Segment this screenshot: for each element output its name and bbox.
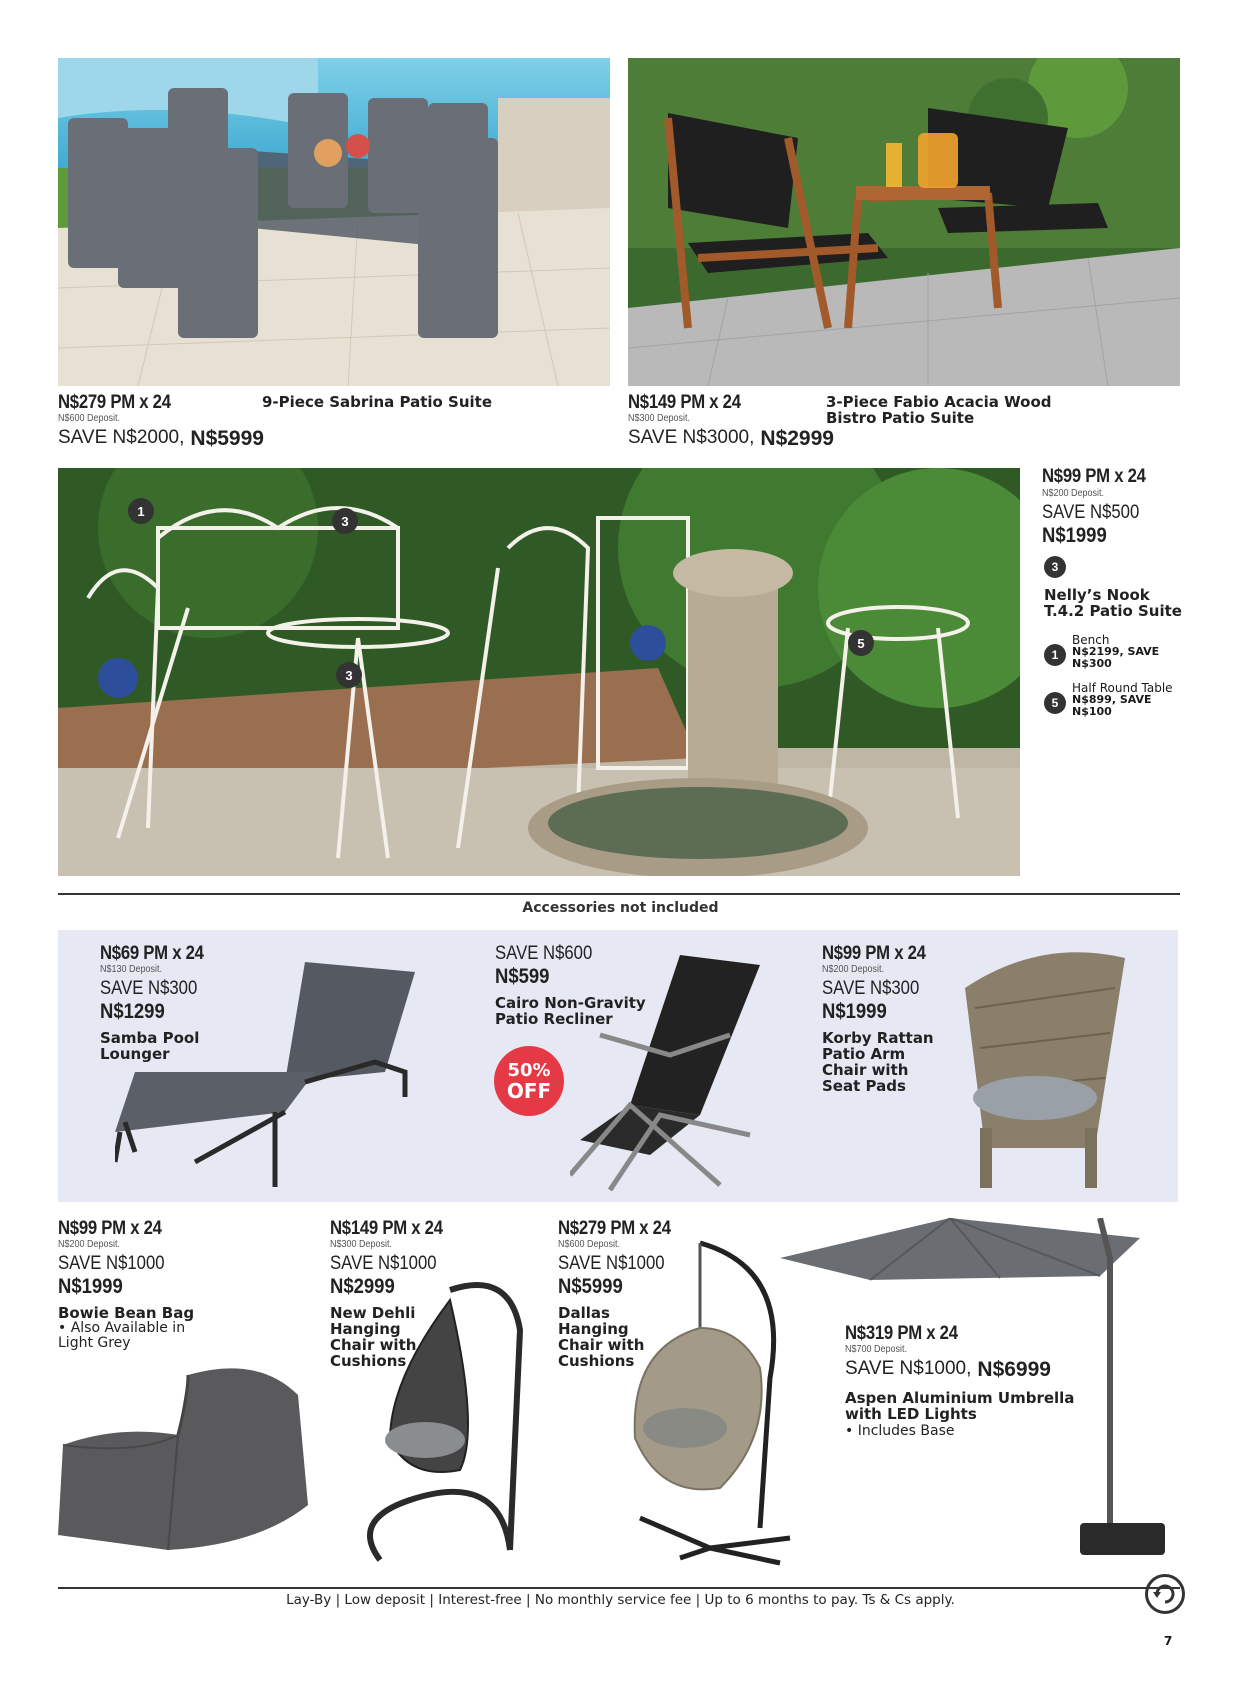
sabrina-save: SAVE N$2000, — [58, 427, 185, 448]
samba-name: Samba Pool Lounger — [100, 1029, 200, 1063]
brand-logo-icon — [1145, 1574, 1185, 1614]
nelly-deposit: N$200 Deposit. — [1042, 488, 1105, 499]
delhi-save: SAVE N$1000 — [330, 1253, 437, 1274]
photo-marker-1: 1 — [128, 498, 154, 524]
dallas-monthly-price: N$279 PM x 24 — [558, 1218, 671, 1239]
fabio-save: SAVE N$3000, — [628, 427, 755, 448]
bowie-bullet: • Also Available in Light Grey — [58, 1320, 186, 1351]
samba-price: N$1299 — [100, 1000, 165, 1023]
bowie-save: SAVE N$1000 — [58, 1253, 165, 1274]
page-number: 7 — [1164, 1634, 1173, 1648]
divider-bottom — [58, 1587, 1180, 1589]
divider-top — [58, 893, 1180, 895]
bowie-deposit: N$200 Deposit. — [58, 1239, 121, 1250]
bench-label: Bench — [1072, 633, 1110, 647]
delhi-price: N$2999 — [330, 1275, 395, 1298]
fabio-monthly-price: N$149 PM x 24 — [628, 392, 741, 413]
delhi-chair-image — [350, 1270, 540, 1565]
bowie-name: Bowie Bean Bag — [58, 1304, 195, 1322]
fabio-save-line — [628, 427, 834, 451]
sabrina-deposit: N$600 Deposit. — [58, 413, 121, 424]
dallas-chair-image — [620, 1238, 800, 1568]
badge-off: OFF — [506, 1079, 552, 1103]
aspen-save: SAVE N$1000, — [845, 1358, 972, 1379]
cairo-save: SAVE N$600 — [495, 943, 593, 964]
photo-marker-3b: 3 — [336, 662, 362, 688]
aspen-bullet: • Includes Base — [845, 1423, 955, 1439]
dallas-name: Dallas Hanging Chair with Cushions — [558, 1304, 645, 1370]
half-round-table-detail: N$899, SAVE N$100 — [1072, 693, 1152, 718]
aspen-save-line — [845, 1358, 1051, 1382]
bowie-monthly-price: N$99 PM x 24 — [58, 1218, 162, 1239]
sabrina-name: 9-Piece Sabrina Patio Suite — [262, 393, 493, 411]
delhi-name: New Dehli Hanging Chair with Cushions — [330, 1304, 417, 1370]
nelly-save: SAVE N$500 — [1042, 502, 1140, 523]
fabio-price: N$2999 — [760, 427, 834, 450]
samba-save: SAVE N$300 — [100, 978, 198, 999]
bowie-beanbag-image — [58, 1355, 308, 1555]
photo-marker-5: 5 — [848, 630, 874, 656]
nelly-photo — [58, 468, 1020, 876]
korby-chair-image — [945, 948, 1135, 1193]
samba-monthly-price: N$69 PM x 24 — [100, 943, 204, 964]
aspen-name: Aspen Aluminium Umbrella with LED Lights — [845, 1389, 1075, 1423]
bench-detail: N$2199, SAVE N$300 — [1072, 645, 1160, 670]
nelly-price: N$1999 — [1042, 524, 1107, 547]
fabio-photo — [628, 58, 1180, 386]
nelly-name: Nelly’s Nook T.4.2 Patio Suite — [1044, 586, 1182, 620]
korby-name: Korby Rattan Patio Arm Chair with Seat Pads — [822, 1029, 934, 1095]
samba-lounger-image — [115, 962, 425, 1197]
korby-monthly-price: N$99 PM x 24 — [822, 943, 926, 964]
delhi-monthly-price: N$149 PM x 24 — [330, 1218, 443, 1239]
cairo-price: N$599 — [495, 965, 550, 988]
samba-deposit: N$130 Deposit. — [100, 964, 163, 975]
bench-marker: 1 — [1044, 644, 1066, 666]
nelly-marker: 3 — [1044, 556, 1066, 578]
half-round-table-marker: 5 — [1044, 692, 1066, 714]
korby-price: N$1999 — [822, 1000, 887, 1023]
discount-badge — [494, 1046, 564, 1116]
aspen-price: N$6999 — [977, 1358, 1051, 1381]
korby-save: SAVE N$300 — [822, 978, 920, 999]
sabrina-price: N$5999 — [190, 427, 264, 450]
fabio-name: 3-Piece Fabio Acacia Wood Bistro Patio Suite — [826, 393, 1052, 427]
korby-deposit: N$200 Deposit. — [822, 964, 885, 975]
aspen-deposit: N$700 Deposit. — [845, 1344, 908, 1355]
dallas-price: N$5999 — [558, 1275, 623, 1298]
badge-percent: 50% — [507, 1060, 551, 1081]
aspen-monthly-price: N$319 PM x 24 — [845, 1323, 958, 1344]
fabio-deposit: N$300 Deposit. — [628, 413, 691, 424]
sabrina-monthly-price: N$279 PM x 24 — [58, 392, 171, 413]
nelly-monthly-price: N$99 PM x 24 — [1042, 466, 1146, 487]
sabrina-save-line — [58, 427, 264, 451]
footer-terms: Lay-By | Low deposit | Interest-free | No monthly service fee | Up to 6 months to pay. Ts & Cs apply. — [286, 1592, 955, 1608]
cairo-recliner-image — [570, 955, 770, 1195]
cairo-name: Cairo Non-Gravity Patio Recliner — [495, 994, 646, 1028]
delhi-deposit: N$300 Deposit. — [330, 1239, 393, 1250]
accessories-notice: Accessories not included — [522, 900, 719, 916]
photo-marker-3a: 3 — [332, 508, 358, 534]
dallas-deposit: N$600 Deposit. — [558, 1239, 621, 1250]
sabrina-photo — [58, 58, 610, 386]
bowie-price: N$1999 — [58, 1275, 123, 1298]
half-round-table-label: Half Round Table — [1072, 681, 1173, 695]
dallas-save: SAVE N$1000 — [558, 1253, 665, 1274]
